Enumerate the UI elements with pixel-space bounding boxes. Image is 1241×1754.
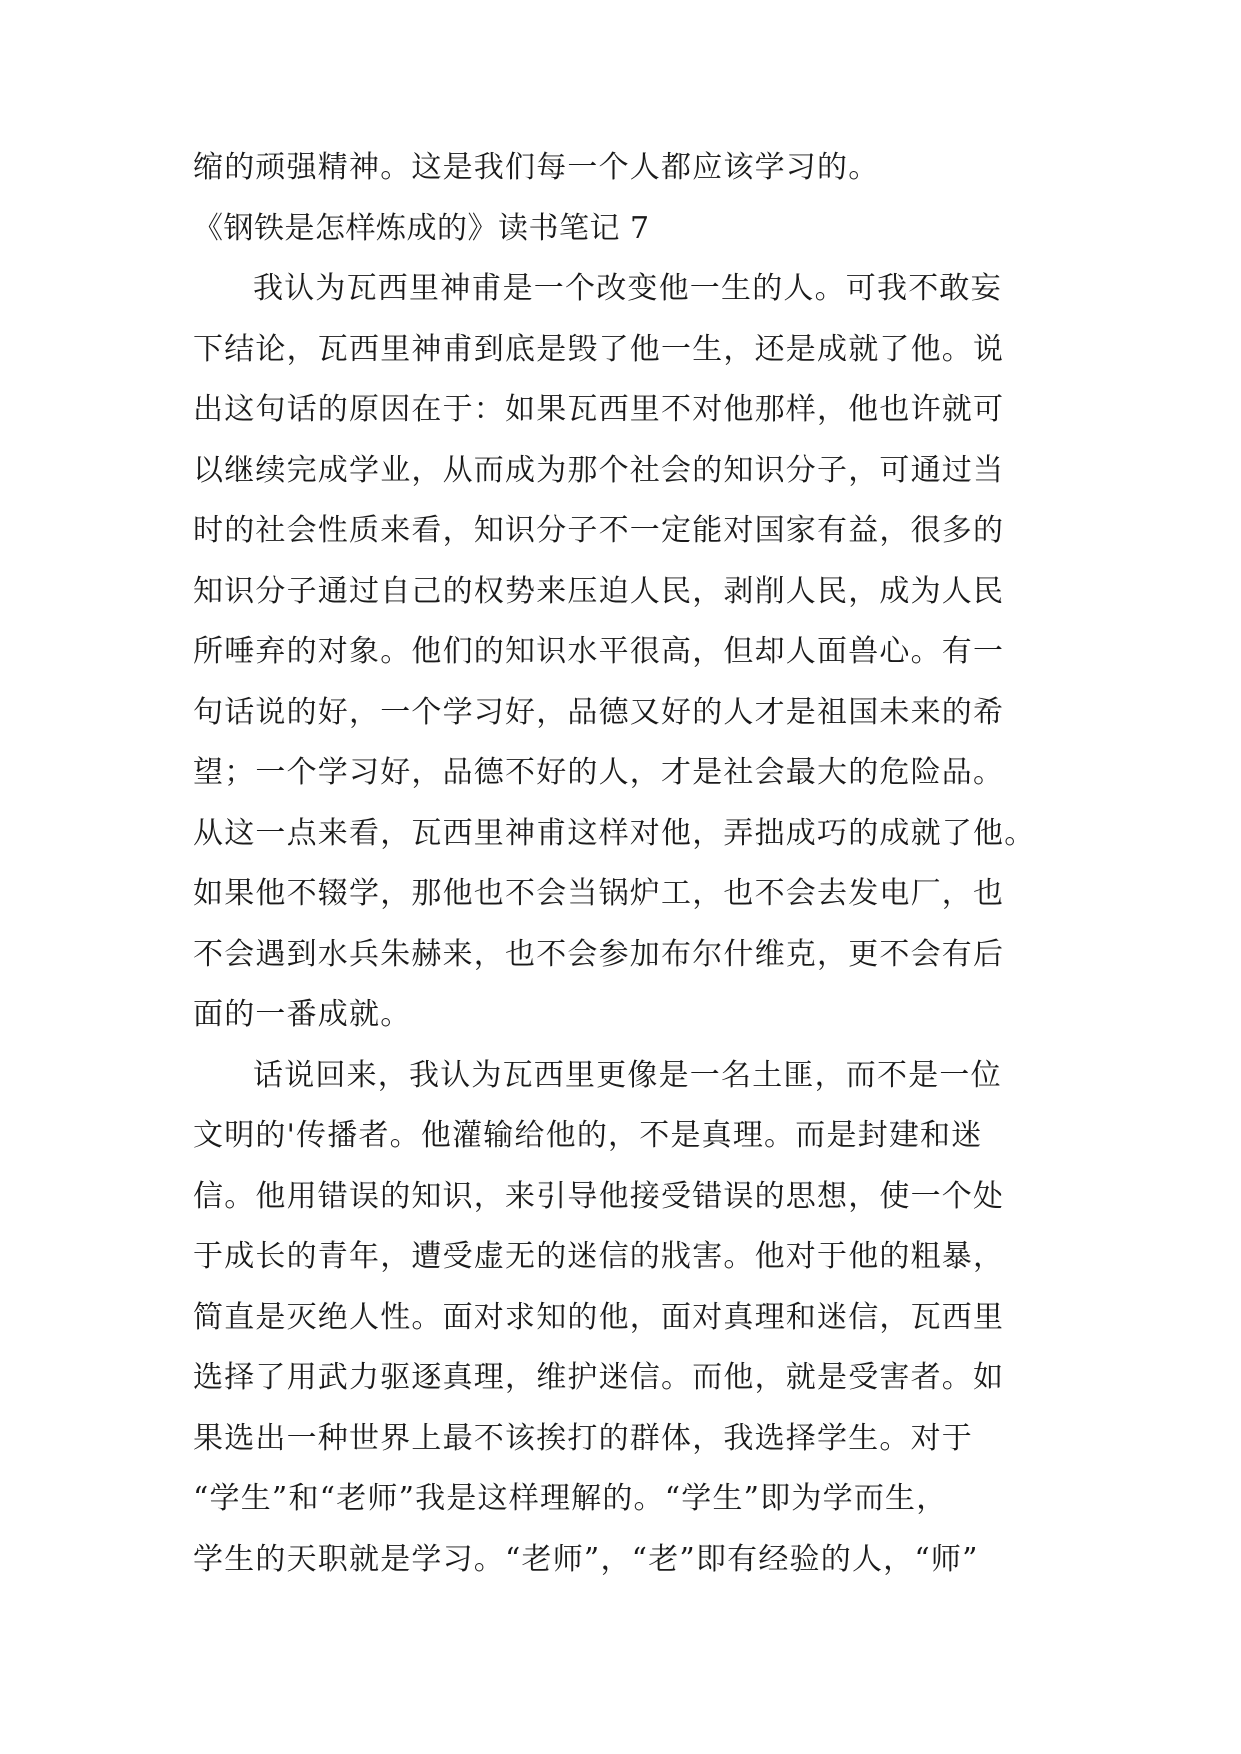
text-line: “学生”和“老师”我是这样理解的。“学生”即为学而生， (193, 1481, 948, 1516)
text-line: 以继续完成学业，从而成为那个社会的知识分子，可通过当 (193, 453, 1005, 488)
text-line: 下结论，瓦西里神甫到底是毁了他一生，还是成就了他。说 (193, 332, 1005, 367)
text-line: 学生的天职就是学习。“老师”，“老”即有经验的人，“师” (193, 1542, 979, 1577)
text-line: 不会遇到水兵朱赫来，也不会参加布尔什维克，更不会有后 (193, 937, 1005, 972)
text-line: 如果他不辍学，那他也不会当锅炉工，也不会去发电厂，也 (193, 876, 1005, 911)
text-line: 句话说的好，一个学习好，品德又好的人才是祖国未来的希 (193, 695, 1005, 730)
text-line: 缩的顽强精神。这是我们每一个人都应该学习的。 (193, 150, 880, 185)
text-line: 知识分子通过自己的权势来压迫人民，剥削人民，成为人民 (193, 574, 1005, 609)
text-line: 我认为瓦西里神甫是一个改变他一生的人。可我不敢妄 (253, 271, 1002, 306)
text-line: 信。他用错误的知识，来引导他接受错误的思想，使一个处 (193, 1179, 1005, 1214)
section-heading: 《钢铁是怎样炼成的》读书笔记 7 (193, 211, 650, 246)
text-line: 果选出一种世界上最不该挨打的群体，我选择学生。对于 (193, 1421, 973, 1456)
text-line: 从这一点来看，瓦西里神甫这样对他，弄拙成巧的成就了他。 (193, 816, 1036, 851)
text-line: 话说回来，我认为瓦西里更像是一名土匪，而不是一位 (253, 1058, 1002, 1093)
text-line: 出这句话的原因在于：如果瓦西里不对他那样，他也许就可 (193, 392, 1005, 427)
text-line: 面的一番成就。 (193, 997, 412, 1032)
text-line: 简直是灭绝人性。面对求知的他，面对真理和迷信，瓦西里 (193, 1300, 1005, 1335)
text-line: 所唾弃的对象。他们的知识水平很高，但却人面兽心。有一 (193, 634, 1005, 669)
text-line: 望；一个学习好，品德不好的人，才是社会最大的危险品。 (193, 755, 1005, 790)
text-line: 于成长的青年，遭受虚无的迷信的戕害。他对于他的粗暴， (193, 1239, 1005, 1274)
text-line: 文明的'传播者。他灌输给他的，不是真理。而是封建和迷 (193, 1118, 983, 1153)
text-line: 时的社会性质来看，知识分子不一定能对国家有益，很多的 (193, 513, 1005, 548)
text-line: 选择了用武力驱逐真理，维护迷信。而他，就是受害者。如 (193, 1360, 1005, 1395)
